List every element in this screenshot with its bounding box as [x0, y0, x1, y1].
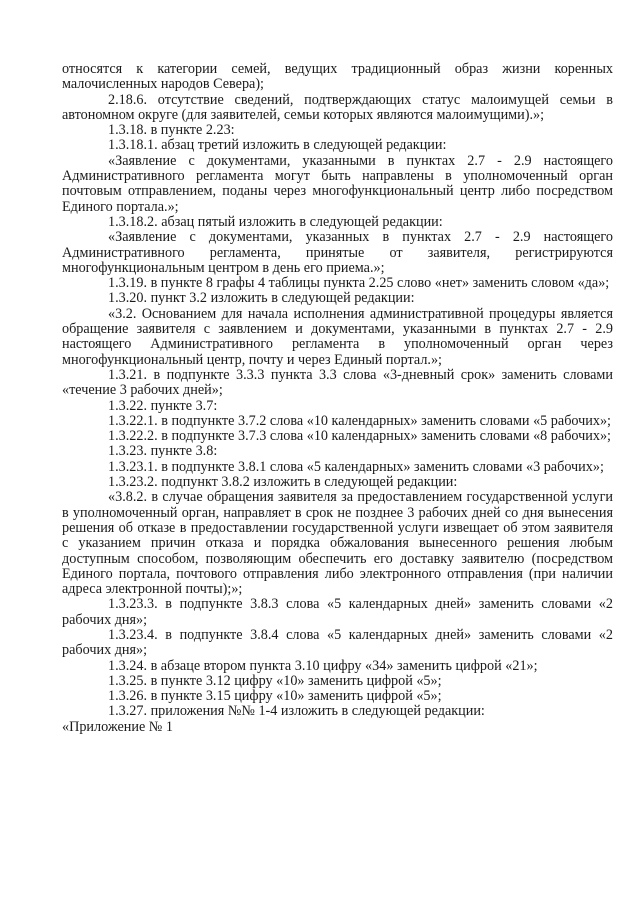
paragraph: «Заявление с документами, указанными в пунктах 2.7 - 2.9 настоящего Административного регламента могут быть направлены в уполномоченный орган почтовым отправлением, поданы через многофункциональный центр либо посредством Единого портала.»; — [62, 152, 613, 215]
paragraph: 1.3.23.4. в подпункте 3.8.4 слова «5 календарных дней» заменить словами «2 рабочих дня»; — [62, 626, 613, 659]
paragraph: 1.3.23.3. в подпункте 3.8.3 слова «5 календарных дней» заменить словами «2 рабочих дня»; — [62, 596, 613, 628]
paragraph: 1.3.18.1. абзац третий изложить в следующей редакции: — [108, 137, 447, 154]
paragraph: «Заявление с документами, указанных в пунктах 2.7 - 2.9 настоящего Административного регламента, принятые от заявителя, регистрируются многофункциональным центром в день его приема.»; — [62, 229, 613, 276]
paragraph: «3.2. Основанием для начала исполнения административной процедуры является обращение заявителя с заявлением и документами, указанными в пунктах 2.7 - 2.9 настоящего Административного регламента в уполномоченный орган через многофункциональный центр, почту и через Единый портал.»; — [62, 305, 613, 368]
paragraph: 1.3.18. в пункте 2.23: — [108, 122, 235, 139]
paragraph: 1.3.19. в пункте 8 графы 4 таблицы пункта 2.25 слово «нет» заменить словом «да»; — [108, 275, 610, 292]
paragraph: 1.3.18.2. абзац пятый изложить в следующей редакции: — [108, 213, 443, 230]
appendix-heading: «Приложение № 1 — [62, 718, 173, 735]
paragraph: «3.8.2. в случае обращения заявителя за предоставлением государственной услуги в уполномоченный орган, направляет в срок не позднее 3 рабочих дней со дня вынесения решения об отказе в предоставлении государственной услуги извещает об этом заявителя с указанием причин отказа и порядка обжалования вынесенного решения любым доступным способом, позволяющим обеспечить его доставку заявителю (посредством Единого портала, почтового отправления либо электронного отправления (при наличии адреса электронной почты);»; — [62, 489, 613, 598]
paragraph: 2.18.6. отсутствие сведений, подтверждающих статус малоимущей семьи в автономном округе (для заявителей, семьи которых являются малоимущими).»; — [62, 91, 613, 123]
paragraph: 1.3.23.1. в подпункте 3.8.1 слова «5 календарных» заменить словами «3 рабочих»; — [108, 458, 604, 475]
paragraph: 1.3.22.1. в подпункте 3.7.2 слова «10 календарных» заменить словами «5 рабочих»; — [108, 412, 611, 429]
paragraph: 1.3.20. пункт 3.2 изложить в следующей редакции: — [108, 290, 415, 307]
paragraph: 1.3.22. пункте 3.7: — [108, 397, 218, 414]
paragraph: 1.3.25. в пункте 3.12 цифру «10» заменить цифрой «5»; — [108, 672, 442, 689]
paragraph: 1.3.22.2. в подпункте 3.7.3 слова «10 календарных» заменить словами «8 рабочих»; — [108, 428, 611, 445]
paragraph: 1.3.23.2. подпункт 3.8.2 изложить в следующей редакции: — [108, 474, 458, 491]
paragraph: 1.3.27. приложения №№ 1-4 изложить в следующей редакции: — [108, 703, 485, 720]
paragraph: 1.3.23. пункте 3.8: — [108, 443, 218, 460]
paragraph: 1.3.24. в абзаце втором пункта 3.10 цифру «34» заменить цифрой «21»; — [108, 657, 538, 674]
paragraph: 1.3.26. в пункте 3.15 цифру «10» заменить цифрой «5»; — [108, 688, 442, 705]
document-page — [62, 62, 613, 735]
paragraph: 1.3.21. в подпункте 3.3.3 пункта 3.3 слова «3-дневный срок» заменить словами «течение 3 рабочих дней»; — [62, 366, 613, 399]
paragraph: относятся к категории семей, ведущих традиционный образ жизни коренных малочисленных народов Севера); — [62, 61, 613, 93]
